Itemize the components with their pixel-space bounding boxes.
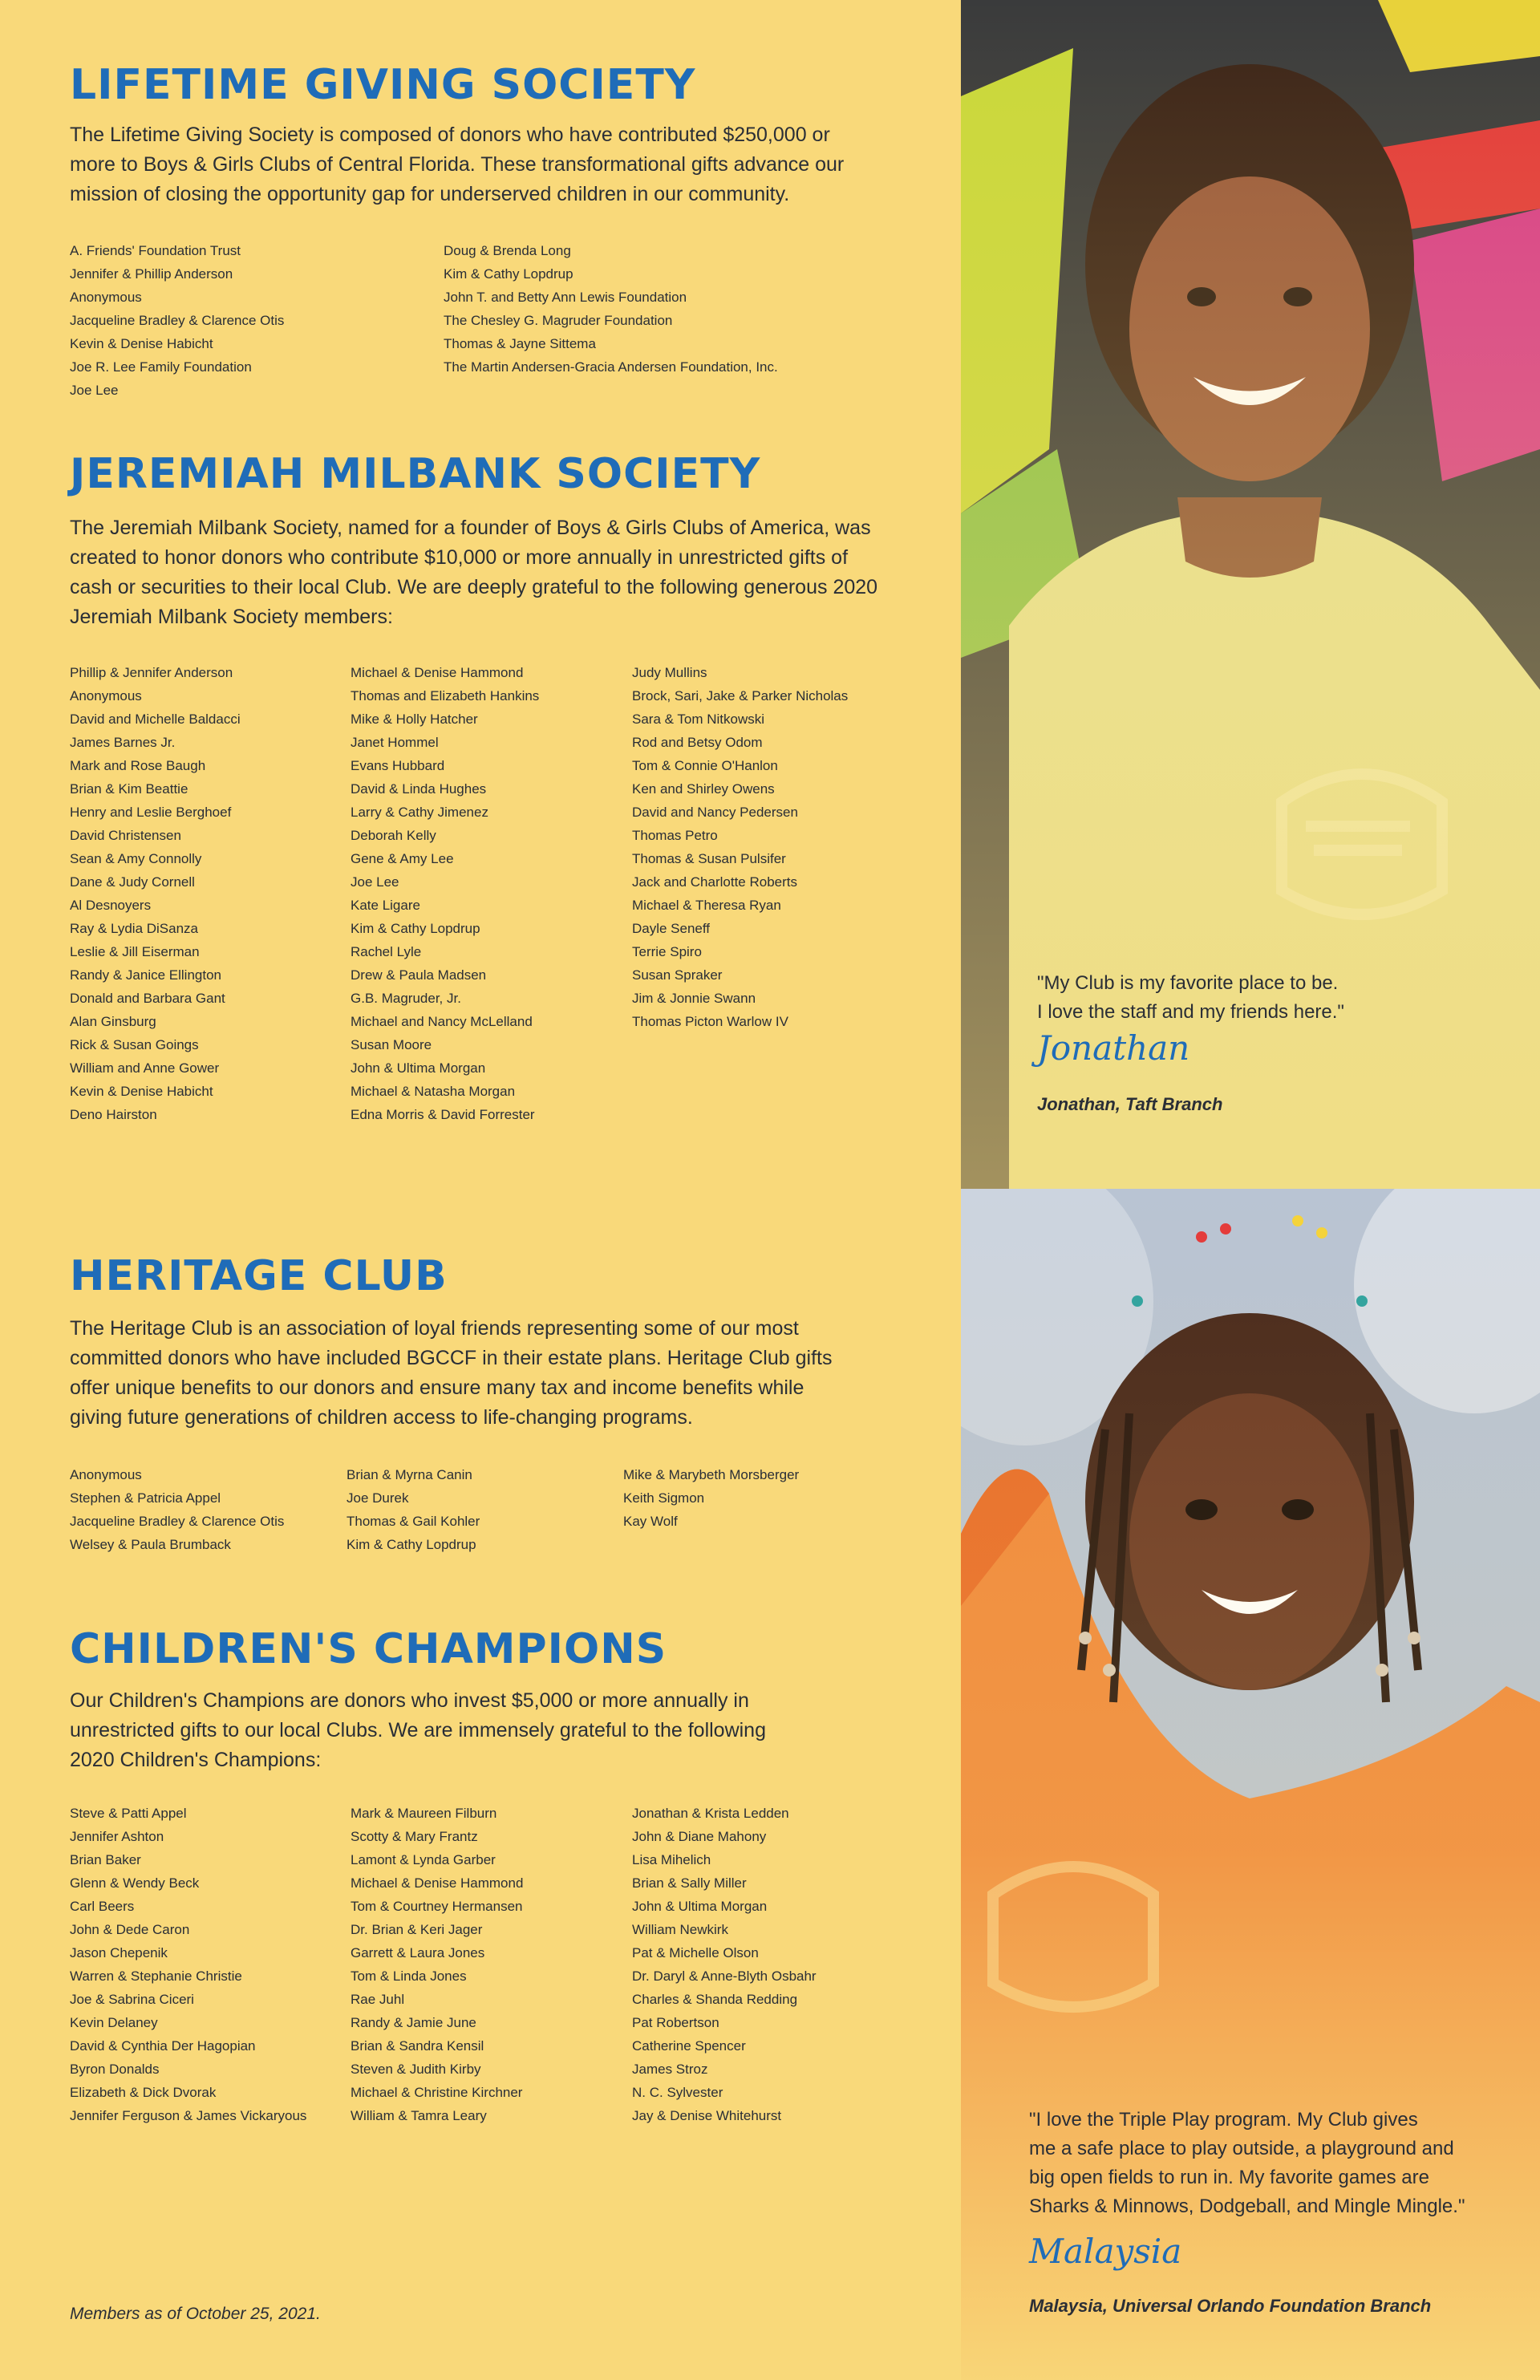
donor-name: David and Nancy Pedersen	[632, 805, 798, 820]
donor-name: Susan Moore	[351, 1037, 432, 1052]
donor-name: Joe R. Lee Family Foundation	[70, 359, 252, 375]
donor-name: Kim & Cathy Lopdrup	[444, 266, 573, 282]
donor-name: James Barnes Jr.	[70, 735, 176, 750]
lifetime-list-col-1	[70, 239, 284, 402]
donor-name: Byron Donalds	[70, 2062, 160, 2077]
donor-name: Mark and Rose Baugh	[70, 758, 206, 773]
donor-name: G.B. Magruder, Jr.	[351, 991, 461, 1006]
donor-name: Drew & Paula Madsen	[351, 967, 487, 983]
donor-name: Alan Ginsburg	[70, 1014, 156, 1029]
donor-name: Gene & Amy Lee	[351, 851, 454, 866]
donor-name: Jason Chepenik	[70, 1945, 168, 1960]
donor-name: Elizabeth & Dick Dvorak	[70, 2085, 217, 2100]
donor-name: Edna Morris & David Forrester	[351, 1107, 535, 1122]
champions-list-col-2	[351, 1802, 523, 2127]
donor-name: Jay & Denise Whitehurst	[632, 2108, 782, 2123]
donor-name: Kevin & Denise Habicht	[70, 336, 213, 351]
donor-name: Donald and Barbara Gant	[70, 991, 225, 1006]
malaysia-quote-line-4: Sharks & Minnows, Dodgeball, and Mingle Mingle."	[1029, 2196, 1465, 2217]
donor-name: Jacqueline Bradley & Clarence Otis	[70, 1514, 285, 1529]
donor-name: Brian & Sandra Kensil	[351, 2038, 484, 2054]
donor-name: Jennifer & Phillip Anderson	[70, 266, 233, 282]
donor-name: Brian & Myrna Canin	[346, 1467, 472, 1482]
donor-name: Ken and Shirley Owens	[632, 781, 775, 797]
malaysia-quote-line-2: me a safe place to play outside, a playground and	[1029, 2138, 1454, 2159]
donor-name: Warren & Stephanie Christie	[70, 1968, 242, 1984]
donor-name: Pat Robertson	[632, 2015, 719, 2030]
heritage-club-heading: HERITAGE CLUB	[70, 1252, 448, 1300]
milbank-list-col-1	[70, 661, 241, 1126]
childrens-champions-heading: CHILDREN'S CHAMPIONS	[70, 1625, 667, 1673]
jonathan-quote-line-1: "My Club is my favorite place to be.	[1037, 972, 1339, 994]
donor-name: Tom & Courtney Hermansen	[351, 1899, 523, 1914]
donor-name: Michael & Denise Hammond	[351, 1875, 524, 1891]
donor-name: Brian & Sally Miller	[632, 1875, 747, 1891]
malaysia-quote-line-3: big open fields to run in. My favorite games are	[1029, 2167, 1429, 2188]
donor-name: The Chesley G. Magruder Foundation	[444, 313, 673, 328]
heritage-list-col-2	[346, 1463, 480, 1556]
donor-name: James Stroz	[632, 2062, 708, 2077]
donor-name: Michael and Nancy McLelland	[351, 1014, 533, 1029]
jonathan-quote-line-2: I love the staff and my friends here."	[1037, 1001, 1344, 1023]
donor-name: Phillip & Jennifer Anderson	[70, 665, 233, 680]
donor-name: Randy & Jamie June	[351, 2015, 476, 2030]
members-as-of-note: Members as of October 25, 2021.	[70, 2305, 321, 2323]
donor-name: Anonymous	[70, 1467, 142, 1482]
jonathan-quote	[1037, 969, 1486, 1027]
donor-name: Dane & Judy Cornell	[70, 874, 195, 890]
milbank-list-col-2	[351, 661, 539, 1126]
photo-jonathan	[961, 0, 1540, 1189]
donor-name: John T. and Betty Ann Lewis Foundation	[444, 290, 687, 305]
donor-name: Brian & Kim Beattie	[70, 781, 188, 797]
milbank-list-col-3	[632, 661, 848, 1033]
malaysia-caption: Malaysia, Universal Orlando Foundation Branch	[1029, 2296, 1432, 2316]
donor-name: Stephen & Patricia Appel	[70, 1490, 221, 1506]
donor-name: Rod and Betsy Odom	[632, 735, 763, 750]
donor-name: Ray & Lydia DiSanza	[70, 921, 199, 936]
donor-name: Randy & Janice Ellington	[70, 967, 222, 983]
donor-name: David & Linda Hughes	[351, 781, 487, 797]
donor-name: Jack and Charlotte Roberts	[632, 874, 797, 890]
donor-name: Carl Beers	[70, 1899, 135, 1914]
lifetime-giving-society-intro: The Lifetime Giving Society is composed of donors who have contributed $250,000 or more to Boys & Girls Clubs of Central Florida. These transformational gifts advance our mission of closing the opportunity gap for underserved children in our community.	[70, 124, 845, 205]
donor-name: Michael & Christine Kirchner	[351, 2085, 523, 2100]
donor-name: Al Desnoyers	[70, 898, 152, 913]
donor-name: William Newkirk	[632, 1922, 728, 1937]
donor-name: Catherine Spencer	[632, 2038, 746, 2054]
donor-name: Jennifer Ashton	[70, 1829, 164, 1844]
donor-name: Thomas and Elizabeth Hankins	[351, 688, 540, 703]
donor-name: Thomas & Jayne Sittema	[444, 336, 596, 351]
donor-name: Mike & Holly Hatcher	[351, 712, 478, 727]
donor-name: Steve & Patti Appel	[70, 1806, 187, 1821]
donor-name: Scotty & Mary Frantz	[351, 1829, 478, 1844]
donor-name: Brian Baker	[70, 1852, 141, 1867]
donor-name: Kim & Cathy Lopdrup	[346, 1537, 476, 1552]
jonathan-signature: Jonathan	[1037, 1028, 1190, 1068]
jonathan-caption: Jonathan, Taft Branch	[1037, 1094, 1223, 1114]
jeremiah-milbank-society-intro: The Jeremiah Milbank Society, named for a founder of Boys & Girls Clubs of America, was created to honor donors who contribute $10,000 or more annually in unrestricted gifts of cash or securities to their local Club. We are deeply grateful to the following generous 2020 Jeremiah Milbank Society members:	[70, 517, 878, 628]
donor-name: Michael & Denise Hammond	[351, 665, 524, 680]
donor-name: Doug & Brenda Long	[444, 243, 571, 258]
donor-name: Garrett & Laura Jones	[351, 1945, 485, 1960]
donor-name: Dr. Daryl & Anne-Blyth Osbahr	[632, 1968, 817, 1984]
donor-name: Rachel Lyle	[351, 944, 422, 959]
photo-malaysia	[961, 1189, 1540, 2380]
donor-name: Glenn & Wendy Beck	[70, 1875, 200, 1891]
donor-name: Steven & Judith Kirby	[351, 2062, 481, 2077]
photo-column	[961, 0, 1540, 2380]
malaysia-quote	[1029, 2106, 1526, 2221]
donor-name: Deborah Kelly	[351, 828, 436, 843]
donor-name: Thomas Picton Warlow IV	[632, 1014, 788, 1029]
donor-name: Rick & Susan Goings	[70, 1037, 199, 1052]
donor-name: Kate Ligare	[351, 898, 420, 913]
donor-name: Janet Hommel	[351, 735, 439, 750]
donor-name: Rae Juhl	[351, 1992, 405, 2007]
donor-name: Welsey & Paula Brumback	[70, 1537, 231, 1552]
donor-name: A. Friends' Foundation Trust	[70, 243, 241, 258]
donor-name: Kevin & Denise Habicht	[70, 1084, 213, 1099]
donor-name: Dr. Brian & Keri Jager	[351, 1922, 483, 1937]
donor-name: The Martin Andersen-Gracia Andersen Foundation, Inc.	[444, 359, 778, 375]
heritage-club-intro: The Heritage Club is an association of loyal friends representing some of our most committed donors who have included BGCCF in their estate plans. Heritage Club gifts offer unique benefits to our donors and ensure many tax and income benefits while giving future generations of children access to life-changing programs.	[70, 1317, 833, 1429]
donor-name: Michael & Natasha Morgan	[351, 1084, 516, 1099]
donor-name: David Christensen	[70, 828, 181, 843]
donor-name: David & Cynthia Der Hagopian	[70, 2038, 256, 2054]
donor-name: Joe & Sabrina Ciceri	[70, 1992, 194, 2007]
donor-name: Deno Hairston	[70, 1107, 157, 1122]
donor-name: Thomas & Gail Kohler	[346, 1514, 480, 1529]
donor-name: Lamont & Lynda Garber	[351, 1852, 496, 1867]
donor-name: Jonathan & Krista Ledden	[632, 1806, 789, 1821]
donor-name: Joe Lee	[351, 874, 399, 890]
donor-name: William & Tamra Leary	[351, 2108, 487, 2123]
lifetime-giving-society-heading: LIFETIME GIVING SOCIETY	[70, 61, 696, 109]
malaysia-signature: Malaysia	[1029, 2232, 1182, 2271]
donor-name: Terrie Spiro	[632, 944, 702, 959]
donor-name: Jennifer Ferguson & James Vickaryous	[70, 2108, 307, 2123]
donor-name: John & Ultima Morgan	[632, 1899, 768, 1914]
donor-name: Tom & Linda Jones	[351, 1968, 467, 1984]
donor-name: Charles & Shanda Redding	[632, 1992, 798, 2007]
donor-name: Evans Hubbard	[351, 758, 445, 773]
donor-name: Judy Mullins	[632, 665, 707, 680]
heritage-list-col-1	[70, 1463, 284, 1556]
donor-name: Kevin Delaney	[70, 2015, 158, 2030]
donor-name: Thomas & Susan Pulsifer	[632, 851, 786, 866]
donor-name: Sean & Amy Connolly	[70, 851, 202, 866]
donor-name: Dayle Seneff	[632, 921, 711, 936]
donor-name: Jim & Jonnie Swann	[632, 991, 756, 1006]
donor-name: Henry and Leslie Berghoef	[70, 805, 232, 820]
childrens-champions-intro: Our Children's Champions are donors who invest $5,000 or more annually in unrestricted gifts to our local Clubs. We are immensely grateful to the following 2020 Children's Champions:	[70, 1689, 766, 1771]
donor-name: Brock, Sari, Jake & Parker Nicholas	[632, 688, 849, 703]
donor-name: Kay Wolf	[623, 1514, 678, 1529]
donor-name: Kim & Cathy Lopdrup	[351, 921, 480, 936]
champions-list-col-3	[632, 1802, 817, 2127]
donor-name: John & Ultima Morgan	[351, 1060, 486, 1076]
donor-name: Leslie & Jill Eiserman	[70, 944, 200, 959]
donor-name: Mike & Marybeth Morsberger	[623, 1467, 800, 1482]
donor-name: Pat & Michelle Olson	[632, 1945, 759, 1960]
donor-name: Larry & Cathy Jimenez	[351, 805, 488, 820]
donor-name: John & Dede Caron	[70, 1922, 190, 1937]
donor-name: Thomas Petro	[632, 828, 718, 843]
donor-name: Michael & Theresa Ryan	[632, 898, 781, 913]
donor-name: Tom & Connie O'Hanlon	[632, 758, 778, 773]
donor-name: William and Anne Gower	[70, 1060, 220, 1076]
donor-name: Joe Lee	[70, 383, 119, 398]
donor-name: Sara & Tom Nitkowski	[632, 712, 765, 727]
donor-name: Anonymous	[70, 688, 142, 703]
champions-list-col-1	[70, 1802, 306, 2127]
donor-name: John & Diane Mahony	[632, 1829, 767, 1844]
donor-name: N. C. Sylvester	[632, 2085, 723, 2100]
heritage-list-col-3	[623, 1463, 799, 1533]
donor-name: Lisa Mihelich	[632, 1852, 711, 1867]
donor-name: Jacqueline Bradley & Clarence Otis	[70, 313, 285, 328]
donor-name: David and Michelle Baldacci	[70, 712, 241, 727]
donor-name: Joe Durek	[346, 1490, 409, 1506]
donor-name: Mark & Maureen Filburn	[351, 1806, 497, 1821]
donor-name: Keith Sigmon	[623, 1490, 705, 1506]
lifetime-list-col-2	[444, 239, 778, 379]
jeremiah-milbank-society-heading: JEREMIAH MILBANK SOCIETY	[70, 450, 761, 498]
donor-name: Susan Spraker	[632, 967, 723, 983]
malaysia-quote-line-1: "I love the Triple Play program. My Club gives	[1029, 2109, 1418, 2131]
donor-name: Anonymous	[70, 290, 142, 305]
